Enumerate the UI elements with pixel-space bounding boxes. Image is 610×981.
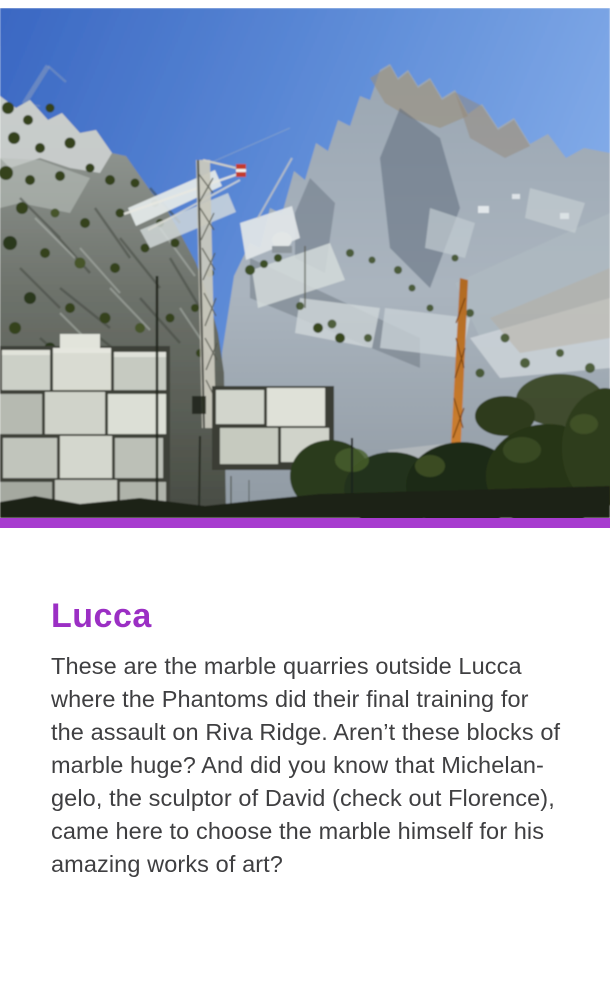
article	[0, 598, 610, 881]
quarry-photo	[0, 8, 610, 518]
body-line: These are the marble quarries outside Lucca	[51, 653, 522, 679]
accent-divider	[0, 518, 610, 528]
body-paragraph	[51, 650, 580, 881]
water-tank-dome	[272, 232, 292, 248]
top-margin	[0, 0, 610, 8]
body-line: where the Phantoms did their final training for	[51, 686, 529, 712]
body-line: gelo, the sculptor of David (check out Florence),	[51, 785, 555, 811]
body-line: marble huge? And did you know that Michelan-	[51, 752, 544, 778]
body-line: the assault on Riva Ridge. Aren’t these blocks of	[51, 719, 561, 745]
body-line: amazing works of art?	[51, 851, 283, 877]
page-title: Lucca	[51, 597, 152, 635]
body-line: came here to choose the marble himself for his	[51, 818, 545, 844]
